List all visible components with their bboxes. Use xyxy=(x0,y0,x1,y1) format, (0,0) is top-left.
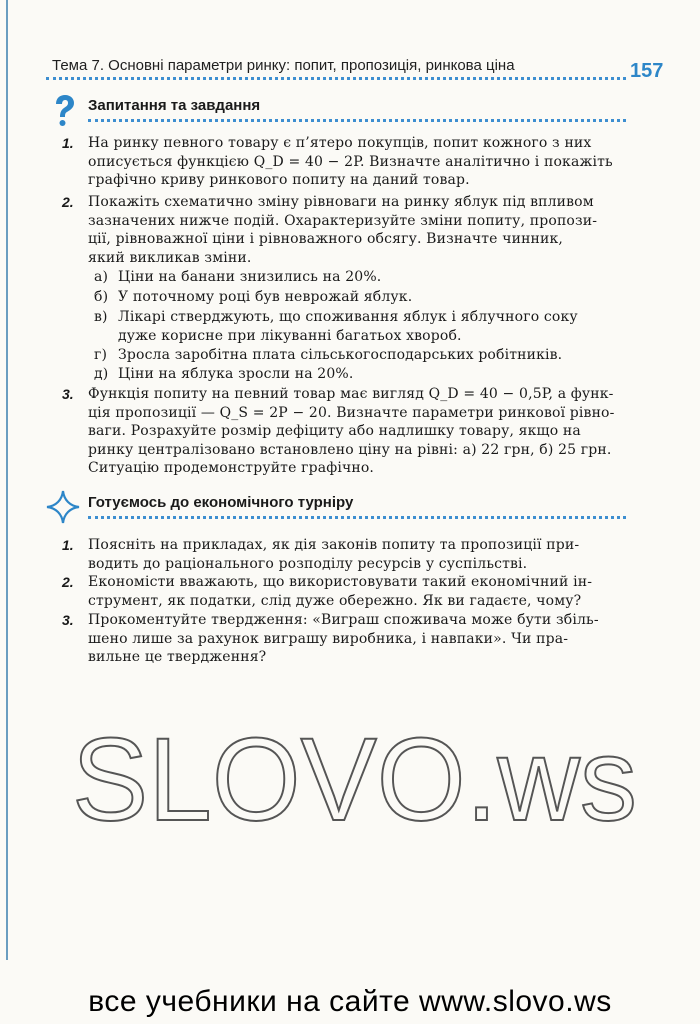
text-line: дуже корисне при лікуванні багатьох хвороб. xyxy=(118,327,462,344)
text-line: У поточному році був неврожай яблук. xyxy=(118,289,413,305)
text-line: ваги. Розрахуйте розмір дефіциту або надлишку товару, якщо на xyxy=(88,423,581,440)
section-dotted-rule xyxy=(88,516,626,519)
subitem-mark: в) xyxy=(94,309,108,325)
text-line: Покажіть схематично зміну рівноваги на ринку яблук під впливом xyxy=(88,194,594,210)
text-line: Зросла заробітна плата сільськогосподарських робітників. xyxy=(118,347,563,363)
question-number: 2. xyxy=(62,194,74,210)
footer-banner: все учебники на сайте www.slovo.ws xyxy=(88,985,612,1018)
question-text xyxy=(88,385,628,478)
text-line: ринку централізовано встановлено ціну на рівні: а) 22 грн, б) 25 грн. xyxy=(88,441,612,458)
text-line: Прокоментуйте твердження: «Виграш споживача може бути збіль- xyxy=(88,612,599,628)
subitem-mark: д) xyxy=(94,366,109,382)
question-text xyxy=(88,134,628,190)
header-title: Тема 7. Основні параметри ринку: попит, пропозиція, ринкова ціна xyxy=(52,57,515,74)
text-line: ція пропозиції — Q_S = 2P − 20. Визначте параметри ринкової рівно- xyxy=(88,404,615,421)
page-edge-rule xyxy=(6,0,8,960)
text-line: графічно криву ринкового попиту на даний товар. xyxy=(88,172,470,189)
question-number: 3. xyxy=(62,386,74,402)
subitem-b xyxy=(94,288,629,307)
text-line: ції, рівноважної ціни і рівноважного обсягу. Визначте чинник, xyxy=(88,231,564,248)
question-number: 1. xyxy=(62,537,74,553)
text-line: водить до раціонального розподілу ресурсів у суспільстві. xyxy=(88,555,528,572)
text-line: Ціни на банани знизились на 20%. xyxy=(118,269,382,285)
running-header xyxy=(46,55,626,79)
subitem-mark: г) xyxy=(94,347,108,363)
watermark-logo xyxy=(72,710,642,840)
question-text xyxy=(88,573,628,610)
text-line: Економісти вважають, що використовувати такий економічний ін- xyxy=(88,574,593,590)
question-text xyxy=(88,611,628,667)
text-line: який викликав зміни. xyxy=(88,249,252,266)
question-number: 2. xyxy=(62,574,74,590)
question-text xyxy=(88,536,628,573)
question-number: 1. xyxy=(62,135,74,151)
question-number: 3. xyxy=(62,612,74,628)
text-line: зазначених нижче подій. Охарактеризуйте зміни попиту, пропози- xyxy=(88,212,598,229)
subitem-a xyxy=(94,268,629,287)
text-line: Ситуацію продемонструйте графічно. xyxy=(88,460,375,477)
text-line: шено лише за рахунок виграшу виробника, і навпаки». Чи пра- xyxy=(88,630,569,647)
subitem-mark: а) xyxy=(94,269,109,285)
text-line: вильне це твердження? xyxy=(88,649,267,666)
text-line: Поясніть на прикладах, як дія законів попиту та пропозиції при- xyxy=(88,537,580,553)
question-text xyxy=(88,193,628,267)
text-line: струмент, як податки, слід дуже обережно. Як ви гадаєте, чому? xyxy=(88,592,582,609)
text-line: Лікарі стверджують, що споживання яблук і яблучного соку xyxy=(118,309,578,325)
star-icon xyxy=(46,490,80,524)
subitem-mark: б) xyxy=(94,289,109,305)
question-mark-icon xyxy=(46,93,80,127)
section-title: Готуємось до економічного турніру xyxy=(88,494,354,511)
subitem-g xyxy=(94,346,629,365)
text-line: описується функцією Q_D = 40 − 2P. Визначте аналітично і покажіть xyxy=(88,153,613,170)
section-title: Запитання та завдання xyxy=(88,97,261,114)
text-line: Ціни на яблука зросли на 20%. xyxy=(118,366,354,382)
subitem-d xyxy=(94,365,629,384)
section-dotted-rule xyxy=(88,119,626,122)
header-dotted-rule xyxy=(46,77,626,80)
page-number: 157 xyxy=(630,60,664,82)
watermark-text: SLOVO.ws xyxy=(72,714,637,840)
text-line: Функція попиту на певний товар має вигляд Q_D = 40 − 0,5P, а функ- xyxy=(88,386,614,402)
text-line: На ринку певного товару є п’ятеро покупців, попит кожного з них xyxy=(88,135,592,151)
subitem-v xyxy=(94,308,629,345)
